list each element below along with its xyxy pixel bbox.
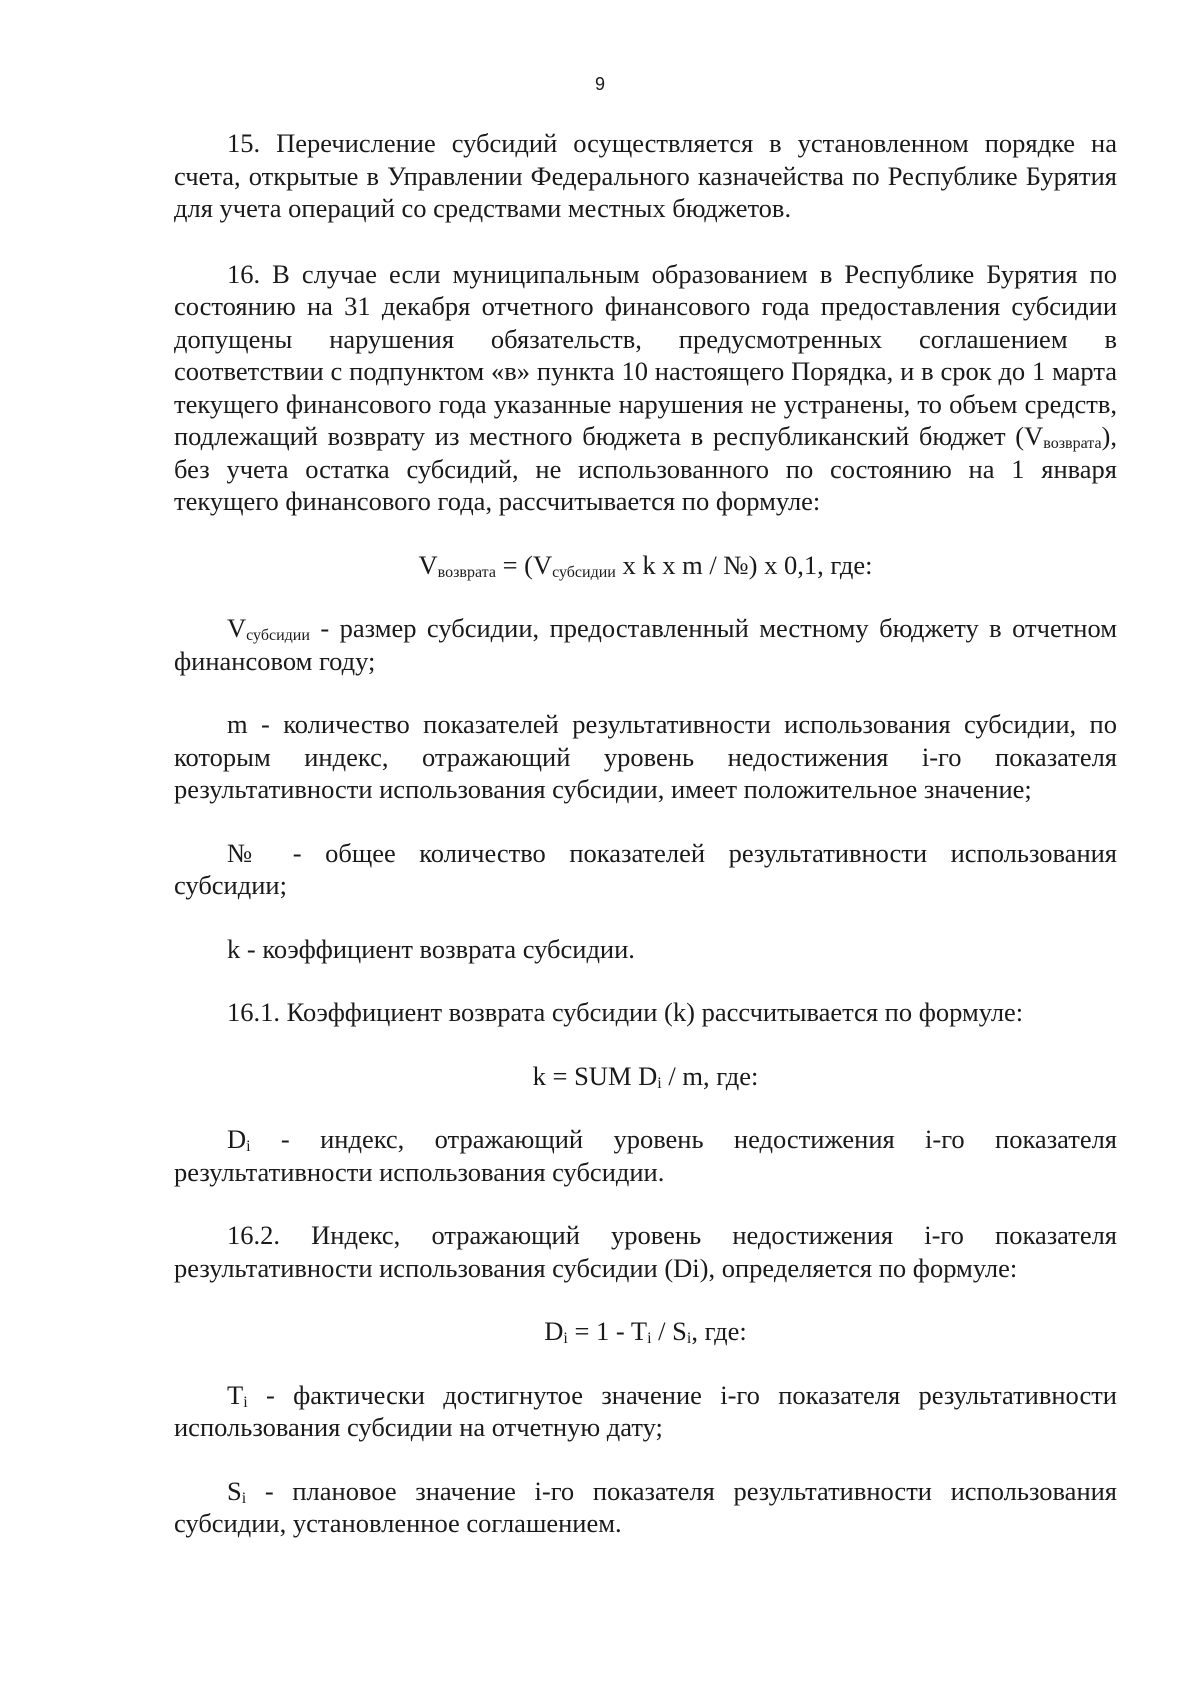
- definition-si: [174, 1475, 1117, 1540]
- page-number: 9: [594, 74, 605, 94]
- symbol-s: S: [227, 1475, 242, 1506]
- formula-3-sub-2: i: [647, 1330, 652, 1347]
- formula-di: [174, 1315, 1117, 1348]
- definition-si-text: - плановое значение i-го показателя результативности использования субсидии, установленное соглашением.: [174, 1475, 1117, 1538]
- paragraph-16-1: 16.1. Коэффициент возврата субсидии (k) рассчитывается по формуле:: [227, 997, 1024, 1027]
- formula-v-return: [174, 549, 1117, 582]
- definition-number: № - общее количество показателей результативности использования субсидии;: [174, 837, 1117, 900]
- definition-ti: [174, 1379, 1117, 1444]
- formula-2-pre: k = SUM D: [532, 1060, 658, 1091]
- definition-di: [174, 1123, 1117, 1188]
- formula-2-sub: i: [657, 1074, 662, 1092]
- formula-3-slash: / S: [651, 1316, 687, 1346]
- formula-1-v: V: [418, 549, 438, 580]
- document-body: [174, 127, 1117, 1540]
- formula-2-rest: / m, где:: [661, 1060, 759, 1091]
- formula-1-rest: х k х m / №) х 0,1, где:: [615, 549, 873, 580]
- definition-ti-text: - фактически достигнутое значение i-го показателя результативности использования субсидии на отчетную дату;: [174, 1379, 1117, 1442]
- definition-m: m - количество показателей результативности использования субсидии, по которым индекс, отражающий уровень недостижения i-го показателя результативности использования субсидии, имеет положительное значение;: [174, 709, 1117, 804]
- paragraph-16-text-b: ), без учета остатка субсидий, не использованного по состоянию на 1 января текущего финансового года, рассчитывается по формуле:: [174, 421, 1117, 516]
- definition-si-subscript: i: [241, 1489, 247, 1507]
- definition-di-subscript: i: [246, 1138, 251, 1155]
- definition-ti-subscript: i: [243, 1393, 248, 1411]
- definition-di-text: - индекс, отражающий уровень недостижения i-го показателя результативности использования субсидии.: [174, 1124, 1117, 1187]
- definition-v-subscript: субсидии: [246, 627, 310, 644]
- formula-3-sub-1: i: [563, 1330, 568, 1347]
- definition-v-subsidy: [174, 612, 1117, 677]
- paragraph-16-text-a: 16. В случае если муниципальным образованием в Республике Бурятия по состоянию на 31 декабря отчетного финансового года предоставления субсидии допущены нарушения обязательств, предусмотренных соглашением в соответствии с подпунктом «в» пункта 10 настоящего Порядка, и в срок до 1 марта текущего финансового года указанные нарушения не устранены, то объем средств, подлежащий возврату из местного бюджета в республиканский бюджет (V: [174, 258, 1117, 451]
- paragraph-15: 15. Перечисление субсидий осуществляется в установленном порядке на счета, открытые в Управлении Федерального казначейства по Республике Бурятия для учета операций со средствами местных бюджетов.: [174, 128, 1117, 223]
- definition-k: k - коэффициент возврата субсидии.: [227, 933, 635, 964]
- paragraph-16-2: 16.2. Индекс, отражающий уровень недостижения i-го показателя результативности использования субсидии (Di), определяется по формуле:: [174, 1220, 1117, 1283]
- symbol-t: T: [227, 1379, 244, 1410]
- formula-1-sub-return: возврата: [437, 563, 496, 581]
- formula-k: [174, 1060, 1117, 1093]
- paragraph-16: [174, 258, 1117, 518]
- formula-3-rest: , где:: [691, 1316, 747, 1346]
- formula-1-eq: = (V: [495, 549, 553, 580]
- formula-3-sub-3: i: [686, 1330, 692, 1347]
- symbol-d: D: [227, 1124, 247, 1154]
- formula-1-sub-subsidy: субсидии: [552, 563, 616, 581]
- paragraph-16-subscript: возврата: [1043, 435, 1102, 452]
- formula-3-mid: = 1 - T: [567, 1316, 648, 1346]
- symbol-v: V: [227, 613, 247, 643]
- definition-v-text: - размер субсидии, предоставленный местному бюджету в отчетном финансовом году;: [174, 613, 1117, 676]
- formula-3-d: D: [544, 1316, 564, 1346]
